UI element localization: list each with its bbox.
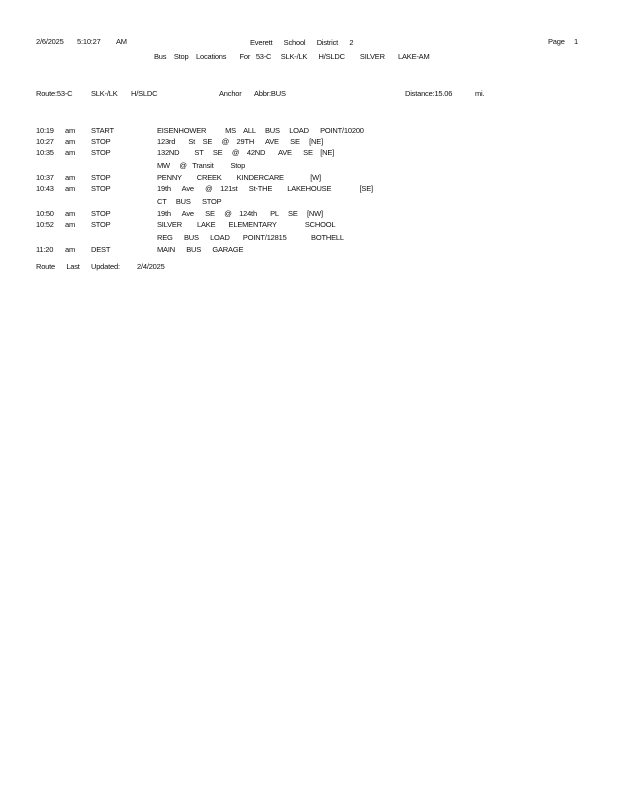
- stop-time: 10:43: [36, 184, 54, 193]
- stop-type: STOP: [91, 184, 111, 193]
- stop-time: 10:52: [36, 220, 54, 229]
- stop-type: STOP: [91, 220, 111, 229]
- anchor-label: Anchor: [219, 89, 242, 98]
- stop-location: 123rd St SE @ 29TH AVE SE [NE]: [157, 137, 323, 146]
- stop-ampm: am: [65, 148, 76, 157]
- anchor-abbr: Abbr:BUS: [254, 89, 286, 98]
- stop-location: EISENHOWER MS ALL BUS LOAD POINT/10200: [157, 126, 364, 135]
- stop-time: 10:19: [36, 126, 54, 135]
- report-ampm: AM: [116, 37, 127, 46]
- stop-time: 10:50: [36, 209, 54, 218]
- page-label: Page: [548, 37, 565, 46]
- stop-ampm: am: [65, 184, 76, 193]
- page-number: 1: [574, 37, 578, 46]
- route-id: Route:53-C: [36, 89, 73, 98]
- stop-ampm: am: [65, 220, 76, 229]
- stop-time: 10:37: [36, 173, 54, 182]
- stop-location: 132ND ST SE @ 42ND AVE SE [NE]: [157, 148, 335, 157]
- stop-location: PENNY CREEK KINDERCARE [W]: [157, 173, 321, 182]
- stop-time: 11:20: [36, 245, 54, 254]
- stop-time: 10:27: [36, 137, 54, 146]
- last-updated-label: Route Last Updated:: [36, 262, 120, 271]
- distance-unit: mi.: [475, 89, 485, 98]
- report-time: 5:10:27: [77, 37, 101, 46]
- stop-location: CT BUS STOP: [157, 197, 222, 206]
- stop-ampm: am: [65, 126, 76, 135]
- stop-ampm: am: [65, 137, 76, 146]
- stop-type: STOP: [91, 209, 111, 218]
- report-date: 2/6/2025: [36, 37, 64, 46]
- stop-location: MAIN BUS GARAGE: [157, 245, 244, 254]
- stop-type: STOP: [91, 148, 111, 157]
- stop-time: 10:35: [36, 148, 54, 157]
- stop-location: MW @ Transit Stop: [157, 161, 246, 170]
- stop-type: STOP: [91, 137, 111, 146]
- stop-location: 19th Ave SE @ 124th PL SE [NW]: [157, 209, 323, 218]
- last-updated-date: 2/4/2025: [137, 262, 165, 271]
- stop-ampm: am: [65, 209, 76, 218]
- school-code: H/SLDC: [131, 89, 158, 98]
- report-subtitle: Bus Stop Locations For 53-C SLK-/LK H/SLDC SILVER LAKE-AM: [154, 52, 430, 61]
- stop-ampm: am: [65, 245, 76, 254]
- stop-ampm: am: [65, 173, 76, 182]
- report-organization: Everett School District 2: [250, 38, 354, 47]
- stop-type: STOP: [91, 173, 111, 182]
- stop-location: SILVER LAKE ELEMENTARY SCHOOL: [157, 220, 336, 229]
- stop-location: REG BUS LOAD POINT/12815 BOTHELL: [157, 233, 344, 242]
- route-distance: Distance:15.06: [405, 89, 453, 98]
- stop-location: 19th Ave @ 121st St-THE LAKEHOUSE [SE]: [157, 184, 373, 193]
- stop-type: DEST: [91, 245, 111, 254]
- stop-type: START: [91, 126, 114, 135]
- route-code: SLK-/LK: [91, 89, 118, 98]
